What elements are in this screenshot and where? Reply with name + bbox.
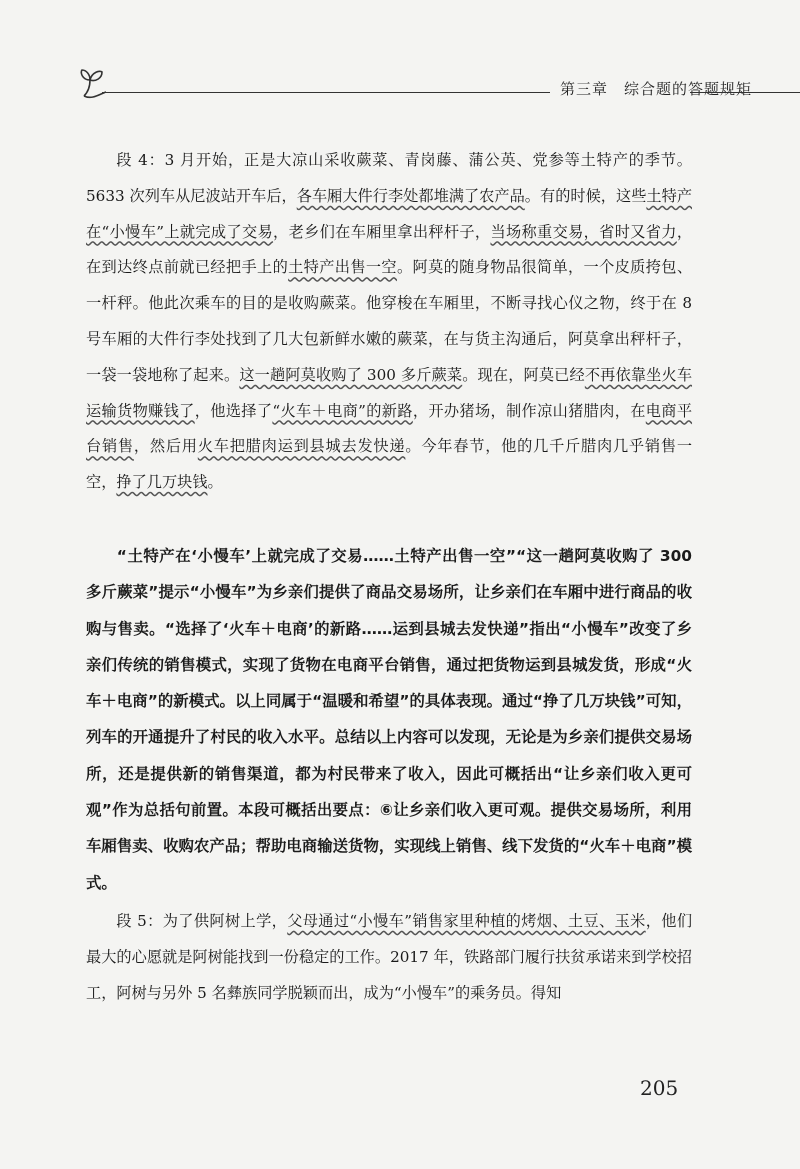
underlined-phrase: 各车厢大件行李处都堆满了农产品 <box>296 186 525 205</box>
underlined-phrase: 电商平台销售 <box>86 401 693 456</box>
underlined-phrase: 这一趟阿莫收购了 300 多斤蕨菜 <box>239 365 463 384</box>
text-run: 。现在，阿莫已经 <box>462 365 585 384</box>
sprout-icon <box>78 66 118 102</box>
text-run: 。今年春节，他的几千斤腊肉几乎销售一空， <box>86 437 693 492</box>
header-rule-right <box>690 92 800 93</box>
header-rule-left <box>102 92 550 93</box>
text-run: ，然后用 <box>133 437 198 456</box>
text-run: ，他们最大的心愿就是阿树能找到一份稳定的工作。2017 年，铁路部门履行扶贫承诺来到学校招工，阿树与另外 5 名彝族同学脱颖而出，成为“小慢车”的乘务员。得知 <box>86 912 693 1002</box>
underlined-phrase: “火车＋电商”的新路 <box>272 401 413 420</box>
text-run: 段 4：3 月开始，正是大凉山采收蕨菜、青岗藤、蒲公英、党参等土特产的季节。5633 次列车从尼波站开车后， <box>86 151 692 205</box>
paragraph-section-4 <box>86 143 692 501</box>
text-run: 段 5：为了供阿树上学， <box>116 912 288 930</box>
text-run: ，在到达终点前就已经把手上的 <box>86 222 693 277</box>
text-run: 。 <box>207 473 223 492</box>
underlined-phrase: 火车把腊肉运到县城去发快递 <box>197 437 406 456</box>
underlined-phrase: 土特产出售一空 <box>288 258 397 277</box>
text-run: ，老乡们在车厢里拿出秤杆子， <box>273 222 491 241</box>
text-run: 。有的时候，这些 <box>524 186 647 205</box>
text-run: ，他选择了 <box>194 401 273 420</box>
underlined-phrase: 当场称重交易，省时又省力 <box>490 222 677 241</box>
underlined-phrase: 父母通过“小慢车”销售家里种植的烤烟、土豆、玉米 <box>287 912 646 930</box>
text-run: ，开办猪场，制作凉山猪腊肉，在 <box>412 401 646 420</box>
underlined-phrase: 土特产在“小慢车”上就完成了交易 <box>86 186 692 241</box>
page-header <box>78 66 800 106</box>
underlined-phrase: 挣了几万块钱 <box>116 473 208 492</box>
page-number: 205 <box>640 1076 679 1100</box>
analysis-paragraph: “土特产在‘小慢车’上就完成了交易……土特产出售一空”“这一趟阿莫收购了 300 多斤蕨菜”提示“小慢车”为乡亲们提供了商品交易场所，让乡亲们在车厢中进行商品的收购与售卖。“选择了‘火车＋电商’的新路……运到县城去发快递”指出“小慢车”改变了乡亲们传统的销售模式，实现了货物在电商平台销售，通过把货物运到县城发货，形成“火车＋电商”的新模式。以上同属于“温暖和希望”的具体表现。通过“挣了几万块钱”可知，列车的开通提升了村民的收入水平。总结以上内容可以发现，无论是为乡亲们提供交易场所，还是提供新的销售渠道，都为村民带来了收入，因此可概括出“让乡亲们收入更可观”作为总括句前置。本段可概括出要点：⑥让乡亲们收入更可观。提供交易场所，利用车厢售卖、收购农产品；帮助电商输送货物，实现线上销售、线下发货的“火车＋电商”模式。 <box>86 547 692 892</box>
paragraph-section-5 <box>86 904 692 1011</box>
text-run: 。阿莫的随身物品很简单，一个皮质挎包、一杆秤。他此次乘车的目的是收购蕨菜。他穿梭在车厢里，不断寻找心仪之物，终于在 8 号车厢的大件行李处找到了几大包新鲜水嫩的蕨菜，在与货主沟通后，阿莫拿出秤杆子，一袋一袋地称了起来。 <box>86 258 693 384</box>
chapter-title: 第三章 综合题的答题规矩 <box>560 80 753 98</box>
underlined-phrase: 不再依靠坐火车运输货物赚钱了 <box>86 365 693 420</box>
